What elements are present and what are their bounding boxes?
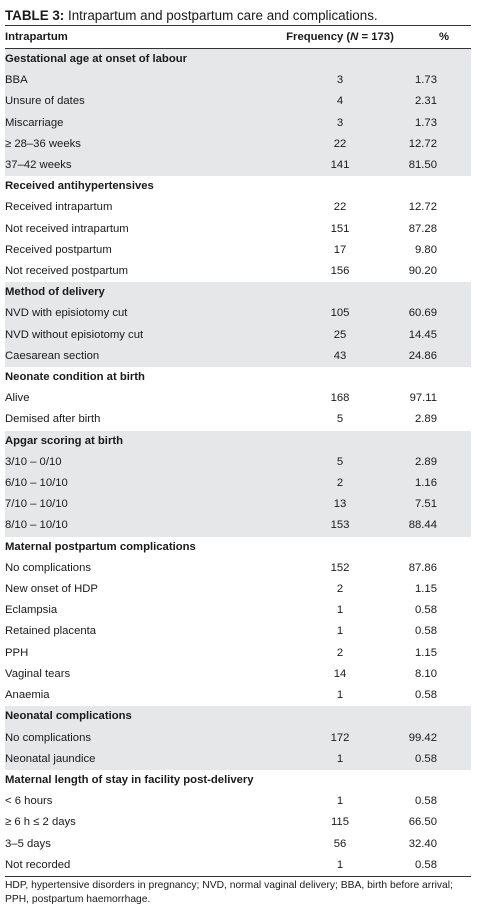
row-percent: 9.80	[415, 243, 437, 256]
row-percent: 1.73	[415, 74, 437, 87]
row-label: PPH	[5, 646, 29, 659]
document-page	[5, 0, 471, 907]
row-label: Not received intrapartum	[5, 222, 129, 235]
row-label: 8/10 – 10/10	[5, 519, 68, 532]
table-row	[5, 409, 471, 430]
row-label: BBA	[5, 74, 28, 87]
row-frequency: 1	[336, 858, 344, 871]
row-frequency: 1	[336, 689, 344, 702]
row-label: NVD without episiotomy cut	[5, 328, 144, 341]
row-frequency: 105	[330, 307, 350, 320]
row-frequency: 17	[333, 243, 347, 256]
row-frequency: 2	[336, 583, 344, 596]
table-row	[5, 155, 471, 176]
table-row	[5, 113, 471, 134]
row-label: Anaemia	[5, 689, 50, 702]
row-percent: 90.20	[408, 265, 437, 278]
table-title: Intrapartum and postpartum care and complications.	[64, 8, 378, 23]
row-label: Vaginal tears	[5, 667, 71, 680]
row-frequency: 115	[330, 816, 349, 829]
row-percent: 81.50	[408, 159, 437, 172]
row-label: Eclampsia	[5, 604, 58, 617]
table-row	[5, 70, 471, 91]
table-row	[5, 303, 471, 324]
row-label: Neonatal jaundice	[5, 752, 96, 765]
table-footnote: HDP, hypertensive disorders in pregnancy; NVD, normal vaginal delivery; BBA, birth before arrival; PPH, postpartum haemorrhage.	[5, 879, 453, 905]
row-percent: 32.40	[408, 837, 437, 850]
table-number: TABLE 3:	[5, 8, 65, 23]
table-row	[5, 749, 471, 770]
row-frequency: 1	[336, 625, 344, 638]
header-percent: %	[405, 26, 471, 49]
table-row	[5, 834, 471, 855]
row-frequency: 168	[330, 392, 350, 405]
table-header	[5, 26, 471, 49]
row-label: 6/10 – 10/10	[5, 477, 68, 490]
section-title: Gestational age at onset of labour	[5, 53, 188, 65]
row-percent: 7.51	[415, 498, 437, 511]
row-label: 7/10 – 10/10	[5, 498, 68, 511]
table-section	[5, 49, 471, 177]
row-frequency: 1	[336, 604, 344, 617]
table-section	[5, 770, 471, 876]
row-percent: 0.58	[415, 752, 437, 765]
header-frequency-label: Frequency (N = 173)	[286, 31, 394, 43]
header-row	[5, 26, 471, 49]
table-row	[5, 621, 471, 642]
row-frequency: 56	[333, 837, 347, 850]
table-row	[5, 515, 471, 536]
header-n-italic: N	[350, 31, 359, 43]
row-label: < 6 hours	[5, 795, 53, 808]
row-frequency: 43	[333, 349, 347, 362]
row-percent: 0.58	[415, 625, 437, 638]
row-frequency: 151	[330, 222, 350, 235]
row-frequency: 152	[330, 561, 350, 574]
table-row	[5, 791, 471, 812]
row-percent: 66.50	[408, 816, 437, 829]
row-frequency: 156	[330, 265, 350, 278]
row-label: No complications	[5, 561, 92, 574]
bottom-rule	[5, 876, 471, 877]
row-frequency: 3	[336, 116, 344, 129]
table-row	[5, 855, 471, 876]
row-label: 3–5 days	[5, 837, 51, 850]
table-section	[5, 537, 471, 707]
table-row	[5, 91, 471, 112]
row-percent: 1.16	[415, 477, 437, 490]
row-percent: 2.31	[415, 95, 437, 108]
table-row	[5, 473, 471, 494]
row-frequency: 5	[336, 413, 344, 426]
table-section	[5, 176, 471, 282]
row-percent: 0.58	[415, 795, 437, 808]
row-frequency: 13	[333, 498, 347, 511]
row-percent: 2.89	[415, 455, 437, 468]
table-section	[5, 282, 471, 367]
row-percent: 99.42	[408, 731, 437, 744]
row-label: NVD with episiotomy cut	[5, 307, 128, 320]
table-section	[5, 367, 471, 431]
row-label: Received intrapartum	[5, 201, 113, 214]
table-row	[5, 728, 471, 749]
row-label: ≥ 6 h ≤ 2 days	[5, 816, 76, 829]
section-title: Maternal postpartum complications	[5, 540, 196, 553]
table-row	[5, 600, 471, 621]
row-frequency: 22	[333, 201, 347, 214]
row-label: Not received postpartum	[5, 265, 129, 278]
table-row	[5, 346, 471, 367]
table-row	[5, 812, 471, 833]
table-row	[5, 219, 471, 240]
row-label: Not recorded	[5, 858, 71, 871]
row-percent: 12.72	[408, 201, 437, 214]
row-percent: 1.15	[415, 583, 437, 596]
row-label: New onset of HDP	[5, 583, 98, 596]
section-header-row	[5, 282, 471, 303]
row-frequency: 153	[330, 519, 350, 532]
row-label: 37–42 weeks	[5, 159, 72, 172]
row-label: Retained placenta	[5, 625, 97, 638]
section-title: Neonatal complications	[5, 710, 132, 723]
row-frequency: 141	[330, 159, 350, 172]
row-frequency: 172	[330, 731, 350, 744]
row-percent: 1.73	[415, 116, 437, 129]
row-label: 3/10 – 0/10	[5, 455, 62, 468]
row-percent: 87.86	[408, 561, 437, 574]
section-header-row	[5, 176, 471, 197]
table-section	[5, 431, 471, 537]
table-row	[5, 134, 471, 155]
row-label: Caesarean section	[5, 349, 100, 362]
header-intrapartum: Intrapartum	[5, 26, 255, 49]
row-percent: 14.45	[408, 328, 437, 341]
row-percent: 0.58	[415, 858, 437, 871]
table-caption	[5, 7, 471, 24]
table-section	[5, 706, 471, 770]
section-title: Neonate condition at birth	[5, 371, 145, 384]
section-header-row	[5, 431, 471, 452]
row-label: Demised after birth	[5, 413, 101, 426]
row-frequency: 3	[336, 74, 344, 87]
row-percent: 97.11	[409, 392, 437, 405]
section-header-row	[5, 49, 471, 71]
row-percent: 87.28	[408, 222, 437, 235]
table-row	[5, 325, 471, 346]
data-table	[5, 26, 471, 876]
row-frequency: 4	[336, 95, 344, 108]
section-title: Method of delivery	[5, 286, 105, 299]
section-title: Maternal length of stay in facility post-delivery	[5, 773, 254, 786]
row-percent: 0.58	[415, 604, 437, 617]
table-row	[5, 685, 471, 706]
row-label: Miscarriage	[5, 116, 64, 129]
table-row	[5, 664, 471, 685]
table-row	[5, 558, 471, 579]
row-percent: 0.58	[415, 689, 437, 702]
row-percent: 60.69	[408, 307, 437, 320]
row-frequency: 1	[336, 795, 344, 808]
section-header-row	[5, 537, 471, 558]
row-label: Received postpartum	[5, 243, 112, 256]
table-row	[5, 197, 471, 218]
header-frequency	[255, 26, 405, 49]
section-title: Apgar scoring at birth	[5, 434, 123, 447]
section-header-row	[5, 367, 471, 388]
row-frequency: 1	[336, 752, 344, 765]
row-label: No complications	[5, 731, 92, 744]
section-title: Received antihypertensives	[5, 180, 154, 193]
row-percent: 88.44	[408, 519, 437, 532]
row-frequency: 5	[336, 455, 344, 468]
row-percent: 12.72	[408, 137, 437, 150]
row-frequency: 22	[333, 137, 347, 150]
section-header-row	[5, 706, 471, 727]
table-row	[5, 643, 471, 664]
table-row	[5, 261, 471, 282]
row-percent: 8.10	[415, 667, 437, 680]
row-label: Alive	[5, 392, 30, 405]
row-frequency: 2	[336, 646, 344, 659]
row-label: ≥ 28–36 weeks	[5, 137, 81, 150]
table-row	[5, 579, 471, 600]
row-label: Unsure of dates	[5, 95, 85, 108]
table-row	[5, 494, 471, 515]
table-row	[5, 388, 471, 409]
section-header-row	[5, 770, 471, 791]
row-percent: 2.89	[415, 413, 437, 426]
table-row	[5, 240, 471, 261]
row-percent: 24.86	[408, 349, 437, 362]
row-frequency: 14	[333, 667, 347, 680]
row-frequency: 2	[336, 477, 344, 490]
row-frequency: 25	[333, 328, 347, 341]
row-percent: 1.15	[415, 646, 437, 659]
table-row	[5, 452, 471, 473]
